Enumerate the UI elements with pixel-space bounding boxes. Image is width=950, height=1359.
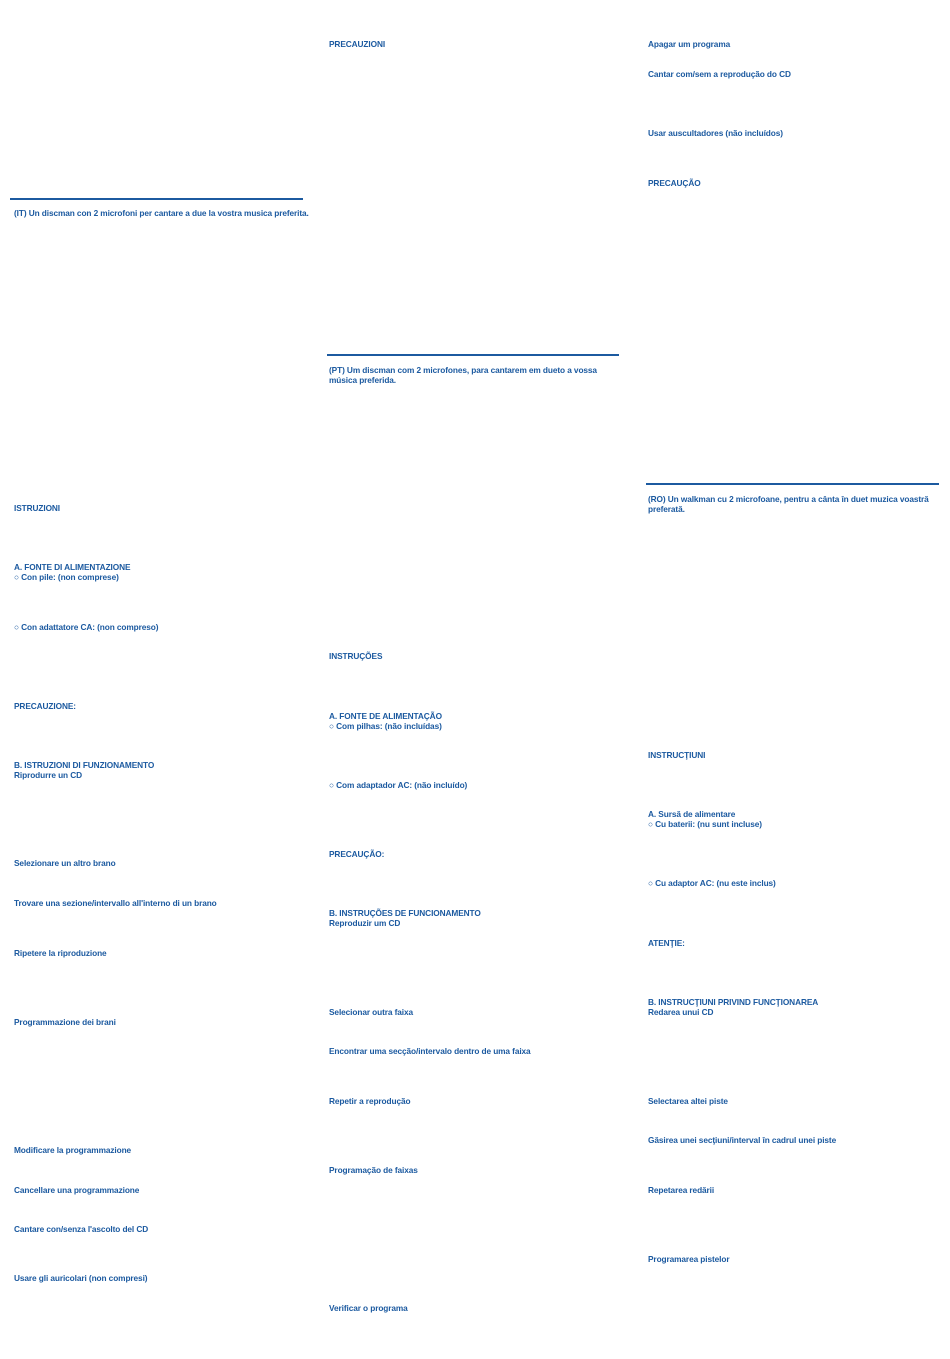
item-selezionare-brano: Selezionare un altro brano xyxy=(14,858,116,868)
item-apagar: Apagar um programa xyxy=(648,39,731,49)
heading-precaucao-2: PRECAUÇÃO xyxy=(648,178,701,188)
item-auscultadores: Usar auscultadores (não incluídos) xyxy=(648,128,783,138)
heading-sursa-alimentare: A. Sursă de alimentare xyxy=(648,809,736,819)
heading-instructiuni: INSTRUCŢIUNI xyxy=(648,750,706,760)
heading-precauzioni: PRECAUZIONI xyxy=(329,39,386,49)
item-cu-baterii: ○ Cu baterii: (nu sunt incluse) xyxy=(648,819,762,829)
item-ripetere: Ripetere la riproduzione xyxy=(14,948,107,958)
heading-precaucao: PRECAUÇÃO: xyxy=(329,849,385,859)
item-programarea: Programarea pistelor xyxy=(648,1254,730,1264)
item-con-pile: ○ Con pile: (non comprese) xyxy=(14,572,119,582)
item-com-adaptador: ○ Com adaptador AC: (não incluído) xyxy=(329,780,468,790)
heading-instrucoes-funcionamento: B. INSTRUÇÕES DE FUNCIONAMENTO xyxy=(329,908,481,918)
item-redarea-cd: Redarea unui CD xyxy=(648,1007,714,1017)
item-cantare: Cantare con/senza l'ascolto del CD xyxy=(14,1224,149,1234)
heading-fonte-alimentazione: A. FONTE DI ALIMENTAZIONE xyxy=(14,562,131,572)
item-selecionar-faixa: Selecionar outra faixa xyxy=(329,1007,414,1017)
heading-istruzioni-funzionamento: B. ISTRUZIONI DI FUNZIONAMENTO xyxy=(14,760,155,770)
item-cantar: Cantar com/sem a reprodução do CD xyxy=(648,69,791,79)
item-programmazione: Programmazione dei brani xyxy=(14,1017,116,1027)
item-con-adattatore: ○ Con adattatore CA: (non compreso) xyxy=(14,622,159,632)
item-repetir: Repetir a reprodução xyxy=(329,1096,411,1106)
intro-it: (IT) Un discman con 2 microfoni per cantare a due la vostra musica preferita. xyxy=(14,208,309,218)
item-trovare-sezione: Trovare una sezione/intervallo all'interno di un brano xyxy=(14,898,217,908)
item-verificar: Verificar o programa xyxy=(329,1303,408,1313)
item-auricolari: Usare gli auricolari (non compresi) xyxy=(14,1273,148,1283)
intro-pt: (PT) Um discman com 2 microfones, para cantarem em dueto a vossa música preferida. xyxy=(329,365,597,385)
item-com-pilhas: ○ Com pilhas: (não incluídas) xyxy=(329,721,442,731)
item-riprodurre-cd: Riprodurre un CD xyxy=(14,770,83,780)
heading-fonte-alimentacao: A. FONTE DE ALIMENTAÇÃO xyxy=(329,711,442,721)
item-gasirea-sectiuni: Găsirea unei secţiuni/interval în cadrul unei piste xyxy=(648,1135,837,1145)
section-divider-ro xyxy=(646,483,939,485)
item-programacao: Programação de faixas xyxy=(329,1165,418,1175)
heading-instrucoes: INSTRUÇÕES xyxy=(329,651,383,661)
item-reproduzir-cd: Reproduzir um CD xyxy=(329,918,401,928)
heading-instructiuni-functionarea: B. INSTRUCŢIUNI PRIVIND FUNCŢIONAREA xyxy=(648,997,819,1007)
section-divider-pt xyxy=(327,354,619,356)
heading-precauzione: PRECAUZIONE: xyxy=(14,701,76,711)
item-cancellare: Cancellare una programmazione xyxy=(14,1185,140,1195)
item-cu-adaptor: ○ Cu adaptor AC: (nu este inclus) xyxy=(648,878,776,888)
heading-istruzioni: ISTRUZIONI xyxy=(14,503,61,513)
item-repetarea: Repetarea redării xyxy=(648,1185,715,1195)
item-selectarea-piste: Selectarea altei piste xyxy=(648,1096,728,1106)
heading-atentie: ATENŢIE: xyxy=(648,938,685,948)
item-encontrar-seccao: Encontrar uma secção/intervalo dentro de uma faixa xyxy=(329,1046,531,1056)
intro-ro: (RO) Un walkman cu 2 microfoane, pentru a cânta în duet muzica voastră preferată. xyxy=(648,494,929,514)
section-divider-it xyxy=(10,198,303,200)
item-modificare: Modificare la programmazione xyxy=(14,1145,132,1155)
